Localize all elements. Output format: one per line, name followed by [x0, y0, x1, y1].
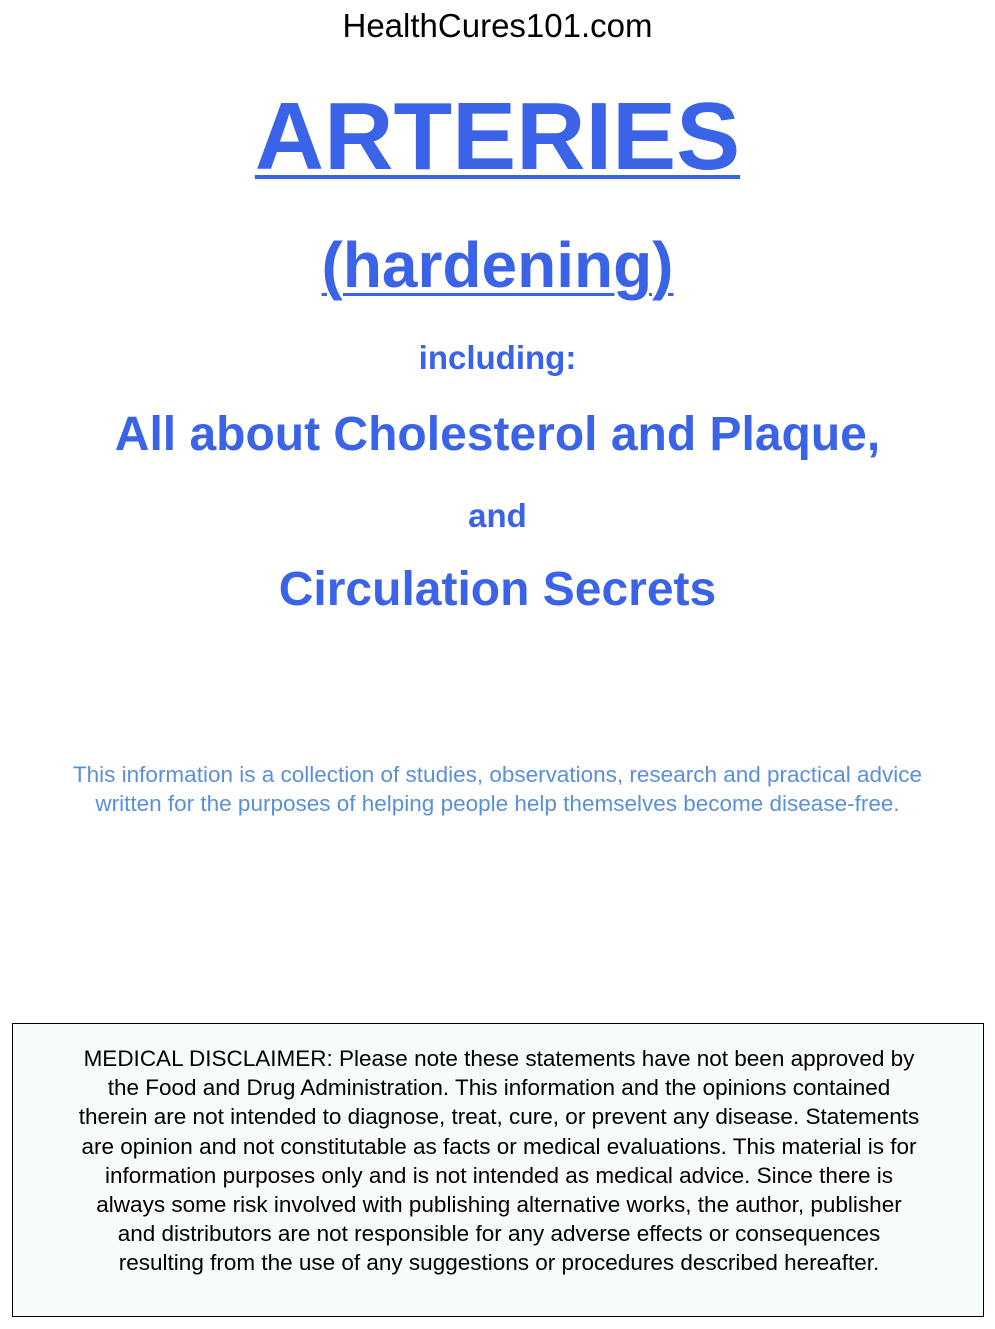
- disclaimer-line: resulting from the use of any suggestions or procedures described hereafter.: [118, 1250, 880, 1276]
- disclaimer-line: always some risk involved with publishing alternative works, the author, publisher: [96, 1192, 902, 1218]
- info-line: This information is a collection of studies, observations, research and practical advice: [72, 762, 923, 787]
- disclaimer-line: the Food and Drug Administration. This information and the opinions contained: [107, 1075, 891, 1101]
- disclaimer-text: [13, 1044, 985, 1278]
- medical-disclaimer-box: [12, 1023, 984, 1317]
- disclaimer-line: information purposes only and is not intended as medical advice. Since there is: [105, 1162, 893, 1188]
- page-title: ARTERIES: [254, 83, 741, 190]
- topic-circulation-heading: Circulation Secrets: [278, 563, 717, 616]
- including-label: including:: [418, 339, 577, 376]
- site-name: HealthCures101.com: [342, 7, 653, 44]
- topic-cholesterol-heading: All about Cholesterol and Plaque,: [114, 408, 881, 461]
- info-line: written for the purposes of helping people help themselves become disease-free.: [95, 791, 900, 816]
- page-subtitle: (hardening): [321, 229, 674, 301]
- conjunction-label: and: [468, 497, 527, 534]
- disclaimer-line: MEDICAL DISCLAIMER: Please note these statements have not been approved by: [83, 1046, 915, 1071]
- disclaimer-line: are opinion and not constitutable as facts or medical evaluations. This material is for: [81, 1133, 917, 1159]
- disclaimer-line: therein are not intended to diagnose, treat, cure, or prevent any disease. Statements: [78, 1104, 920, 1130]
- disclaimer-line: and distributors are not responsible for any adverse effects or consequences: [117, 1221, 881, 1247]
- info-paragraph: [0, 760, 995, 818]
